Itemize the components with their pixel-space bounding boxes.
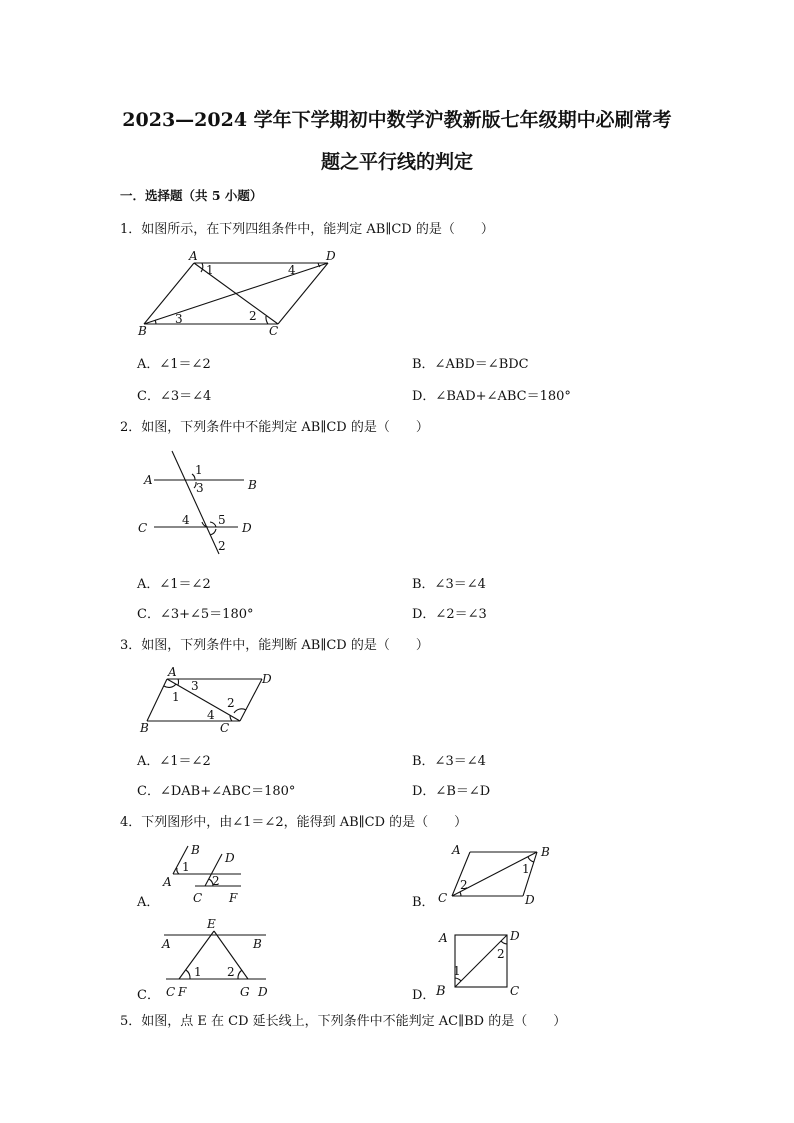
document-title-line2: 题之平行线的判定	[320, 151, 473, 173]
question-5-stem: 5．如图，点 E 在 CD 延长线上，下列条件中不能判定 AC∥BD 的是（ ）	[120, 1014, 567, 1029]
svg-text:1: 1	[195, 463, 203, 477]
svg-text:D: D	[326, 249, 336, 263]
question-4-figure-c	[150, 914, 280, 1002]
question-4-option-b: B．	[412, 895, 435, 910]
svg-text:C: C	[166, 985, 176, 999]
svg-text:2: 2	[227, 696, 235, 710]
svg-text:D: D	[262, 672, 272, 686]
svg-text:5: 5	[218, 513, 226, 527]
svg-text:B: B	[253, 937, 262, 951]
svg-text:1: 1	[172, 690, 180, 704]
svg-text:1: 1	[453, 964, 461, 978]
svg-text:A: A	[144, 473, 153, 487]
question-4-figure-b	[430, 840, 560, 908]
question-1-stem: 1．如图所示，在下列四组条件中，能判定 AB∥CD 的是（ ）	[120, 222, 494, 237]
svg-text:B: B	[248, 478, 257, 492]
svg-text:C: C	[510, 984, 520, 998]
svg-text:B: B	[191, 843, 200, 857]
question-2-option-b: B．∠3＝∠4	[412, 577, 486, 592]
question-2-figure	[130, 444, 270, 559]
question-3-option-a: A．∠1＝∠2	[137, 754, 211, 769]
question-1-option-a: A．∠1＝∠2	[137, 357, 211, 372]
svg-text:D: D	[242, 521, 252, 535]
question-4-option-d: D．	[412, 988, 436, 1003]
svg-text:4: 4	[182, 513, 190, 527]
svg-text:A: A	[189, 249, 198, 263]
question-2-option-a: A．∠1＝∠2	[137, 577, 211, 592]
svg-text:D: D	[510, 929, 520, 943]
question-2-option-d: D．∠2＝∠3	[412, 607, 487, 622]
svg-text:3: 3	[175, 312, 183, 326]
svg-text:3: 3	[196, 481, 204, 495]
svg-text:B: B	[140, 721, 149, 735]
question-4-stem: 4．下列图形中，由∠1＝∠2，能得到 AB∥CD 的是（ ）	[120, 815, 468, 830]
svg-text:4: 4	[288, 263, 296, 277]
question-4-figure-a	[155, 840, 255, 908]
svg-text:D: D	[525, 893, 535, 907]
question-3-figure	[130, 662, 290, 737]
svg-text:F: F	[229, 891, 238, 905]
svg-text:A: A	[163, 875, 172, 889]
svg-text:F: F	[178, 985, 187, 999]
question-4-option-a: A．	[137, 895, 160, 910]
svg-text:C: C	[220, 721, 230, 735]
document-title-line1: 2023—2024 学年下学期初中数学沪教新版七年级期中必刷常考	[122, 109, 672, 131]
question-1-option-b: B．∠ABD＝∠BDC	[412, 357, 529, 372]
svg-text:C: C	[269, 324, 279, 338]
svg-text:2: 2	[497, 947, 505, 961]
section-heading: 一．选择题（共 5 小题）	[120, 188, 263, 203]
svg-text:2: 2	[227, 965, 235, 979]
svg-text:2: 2	[218, 539, 226, 553]
svg-text:G: G	[240, 985, 250, 999]
svg-text:2: 2	[249, 309, 257, 323]
svg-text:2: 2	[212, 874, 220, 888]
svg-text:1: 1	[182, 860, 190, 874]
svg-text:1: 1	[206, 263, 214, 277]
svg-text:B: B	[138, 324, 147, 338]
question-3-option-c: C．∠DAB+∠ABC＝180°	[137, 784, 296, 799]
svg-text:1: 1	[522, 862, 530, 876]
question-1-option-c: C．∠3＝∠4	[137, 389, 212, 404]
svg-text:C: C	[138, 521, 148, 535]
svg-text:A: A	[162, 937, 171, 951]
question-4-figure-d	[430, 920, 540, 1000]
question-4-option-c: C．	[137, 988, 160, 1003]
question-1-figure	[130, 246, 350, 341]
question-3-option-b: B．∠3＝∠4	[412, 754, 486, 769]
question-4-figure-d-label-b: B	[436, 984, 446, 999]
svg-text:C: C	[438, 891, 448, 905]
svg-text:1: 1	[194, 965, 202, 979]
svg-text:E: E	[207, 917, 216, 931]
svg-text:C: C	[193, 891, 203, 905]
question-3-stem: 3．如图，下列条件中，能判断 AB∥CD 的是（ ）	[120, 638, 429, 653]
question-3-option-d: D．∠B＝∠D	[412, 784, 491, 799]
svg-text:D: D	[225, 851, 235, 865]
svg-text:A: A	[452, 843, 461, 857]
question-1-option-d: D．∠BAD+∠ABC＝180°	[412, 389, 571, 404]
question-2-stem: 2．如图，下列条件中不能判定 AB∥CD 的是（ ）	[120, 420, 429, 435]
question-2-option-c: C．∠3+∠5＝180°	[137, 607, 254, 622]
svg-text:A: A	[439, 931, 448, 945]
svg-text:D: D	[258, 985, 268, 999]
svg-text:2: 2	[460, 878, 468, 892]
svg-text:B: B	[541, 845, 550, 859]
svg-text:3: 3	[191, 679, 199, 693]
svg-text:A: A	[168, 665, 177, 679]
svg-text:4: 4	[207, 708, 215, 722]
